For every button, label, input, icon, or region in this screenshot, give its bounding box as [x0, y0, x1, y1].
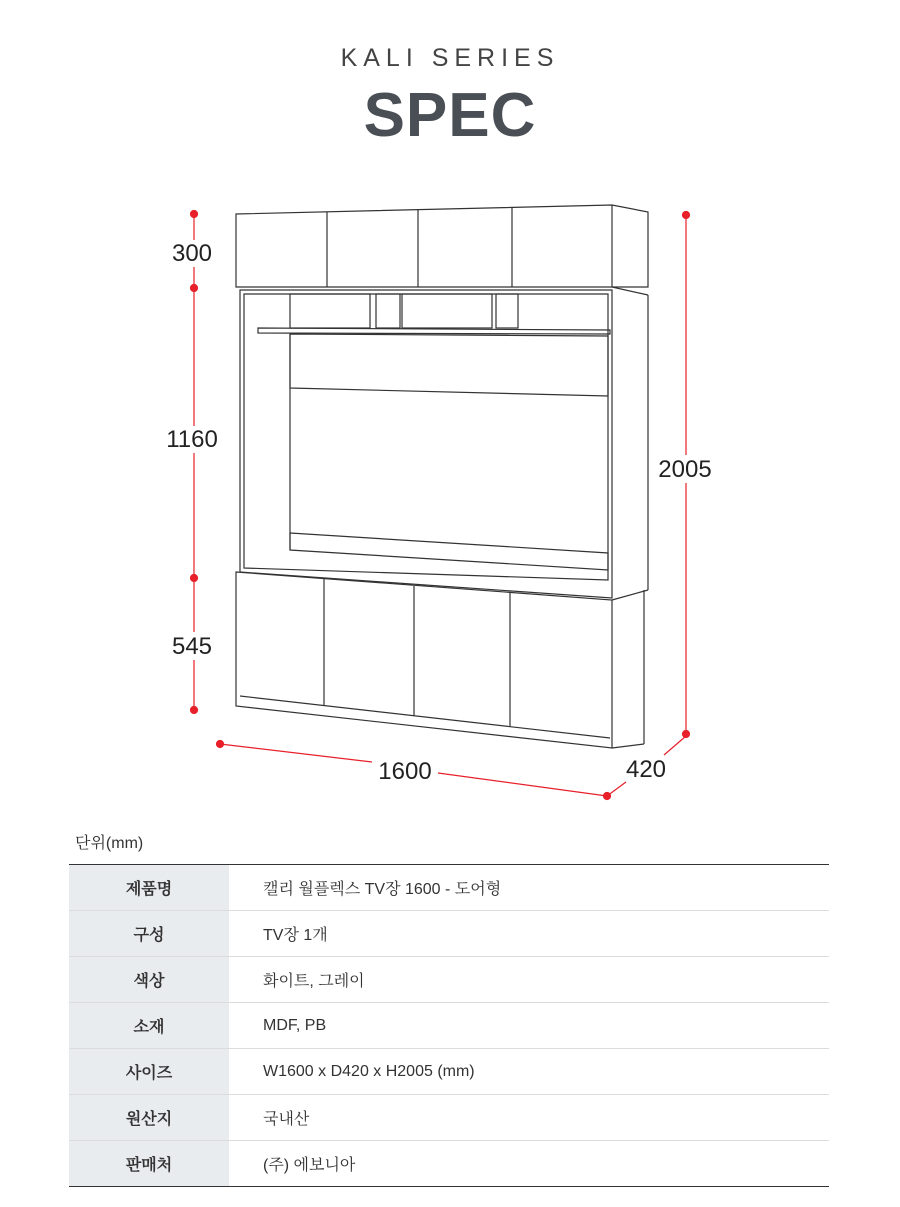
table-row: [69, 1049, 829, 1095]
dimension-middle-height: 1160: [166, 426, 218, 453]
spec-label: 원산지: [69, 1095, 229, 1141]
spec-value: W1600 x D420 x H2005 (mm): [229, 1049, 829, 1095]
dimension-width: 1600: [378, 758, 432, 785]
table-row: [69, 1141, 829, 1187]
page-title: SPEC: [363, 81, 537, 150]
series-name: KALI SERIES: [340, 44, 560, 72]
spec-value: 국내산: [229, 1095, 829, 1141]
tv-cabinet-drawing: [236, 205, 648, 748]
spec-label: 제품명: [69, 865, 229, 911]
table-row: [69, 911, 829, 957]
table-row: [69, 1003, 829, 1049]
spec-label: 소재: [69, 1003, 229, 1049]
spec-value: 화이트, 그레이: [229, 957, 829, 1003]
spec-table: [69, 864, 829, 1187]
spec-value: (주) 에보니아: [263, 1157, 356, 1174]
spec-label: 색상: [69, 957, 229, 1003]
dimension-top-height: 300: [171, 240, 213, 267]
spec-value: 캘리 월플렉스 TV장 1600 - 도어형: [229, 865, 829, 911]
dimension-depth: 420: [625, 756, 667, 783]
table-row: [69, 957, 829, 1003]
table-row: [69, 865, 829, 911]
spec-label: 구성: [69, 911, 229, 957]
spec-value: MDF, PB: [229, 1003, 829, 1049]
spec-label: 판매처: [69, 1141, 229, 1187]
spec-label: 사이즈: [69, 1049, 229, 1095]
dimension-bottom-height: 545: [171, 633, 213, 660]
dimension-total-height: 2005: [658, 456, 712, 483]
furniture-dimension-diagram: [140, 195, 760, 815]
dimension-lines: [191, 211, 690, 800]
spec-value: TV장 1개: [229, 911, 829, 957]
unit-label: 단위(mm): [75, 835, 144, 852]
table-row: [69, 1095, 829, 1141]
